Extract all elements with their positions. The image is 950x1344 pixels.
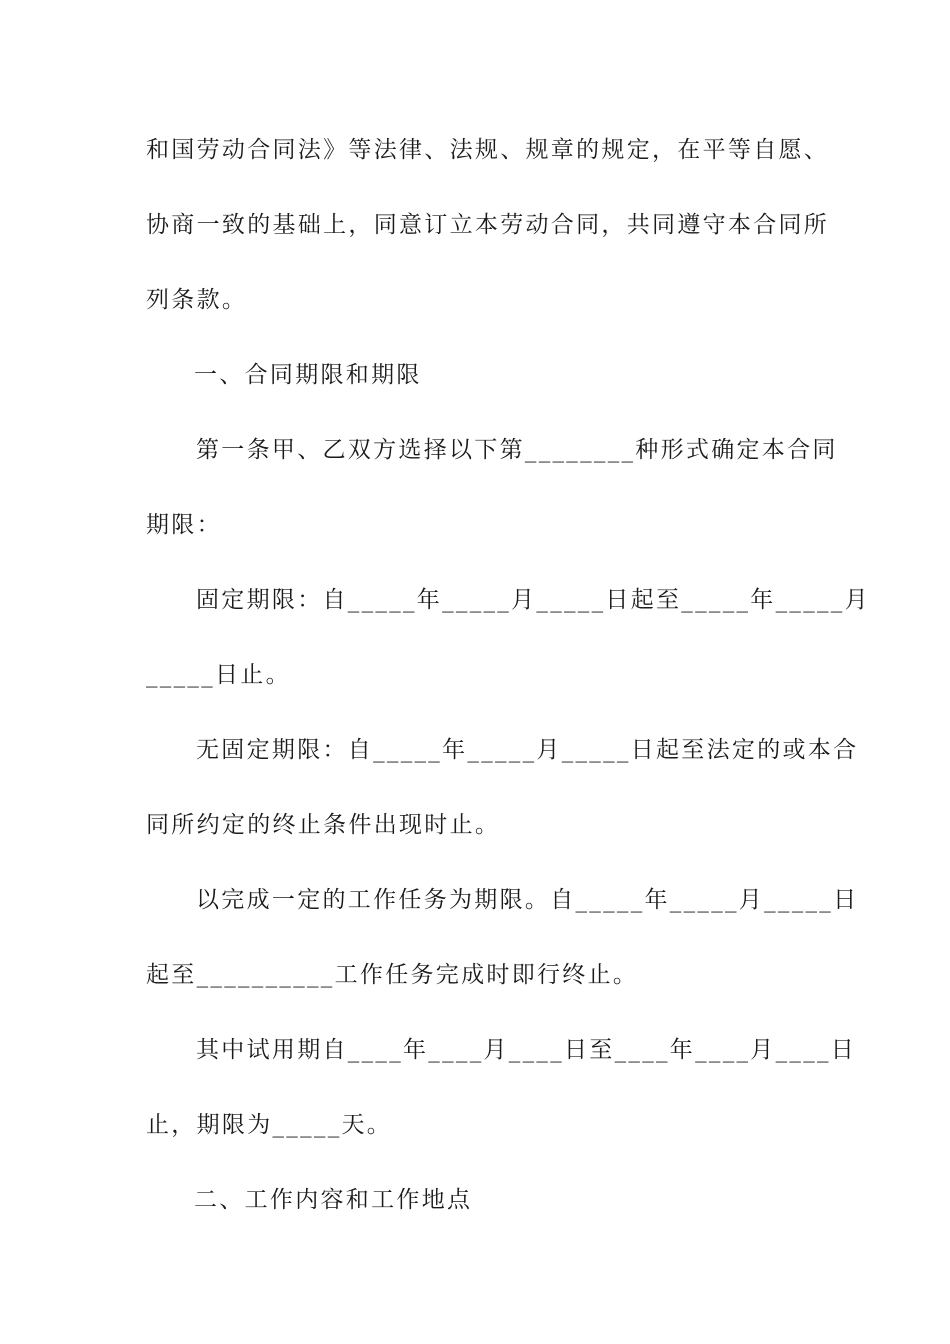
paragraph-line: 止，期限为_____天。 [146, 1112, 393, 1138]
paragraph-line: 无固定期限：自_____年_____月_____日起至法定的或本合 [196, 737, 859, 763]
paragraph-line: 固定期限：自_____年_____月_____日起至_____年_____月 [196, 587, 870, 613]
paragraph-line: 其中试用期自____年____月____日至____年____月____日 [196, 1037, 857, 1063]
paragraph-line: _____日止。 [146, 662, 291, 688]
section-heading: 二、工作内容和工作地点 [194, 1187, 473, 1213]
paragraph-line: 同所约定的终止条件出现时止。 [146, 812, 501, 838]
paragraph-line: 起至__________工作任务完成时即行终止。 [146, 962, 639, 988]
paragraph-line: 和国劳动合同法》等法律、法规、规章的规定，在平等自愿、 [146, 137, 830, 163]
paragraph-line: 期限： [146, 512, 222, 538]
paragraph-line: 第一条甲、乙双方选择以下第________种形式确定本合同 [196, 437, 838, 463]
paragraph-line: 协商一致的基础上，同意订立本劳动合同，共同遵守本合同所 [146, 212, 830, 238]
section-heading: 一、合同期限和期限 [194, 362, 422, 388]
paragraph-line: 列条款。 [146, 287, 248, 313]
paragraph-line: 以完成一定的工作任务为期限。自_____年_____月_____日 [196, 887, 859, 913]
